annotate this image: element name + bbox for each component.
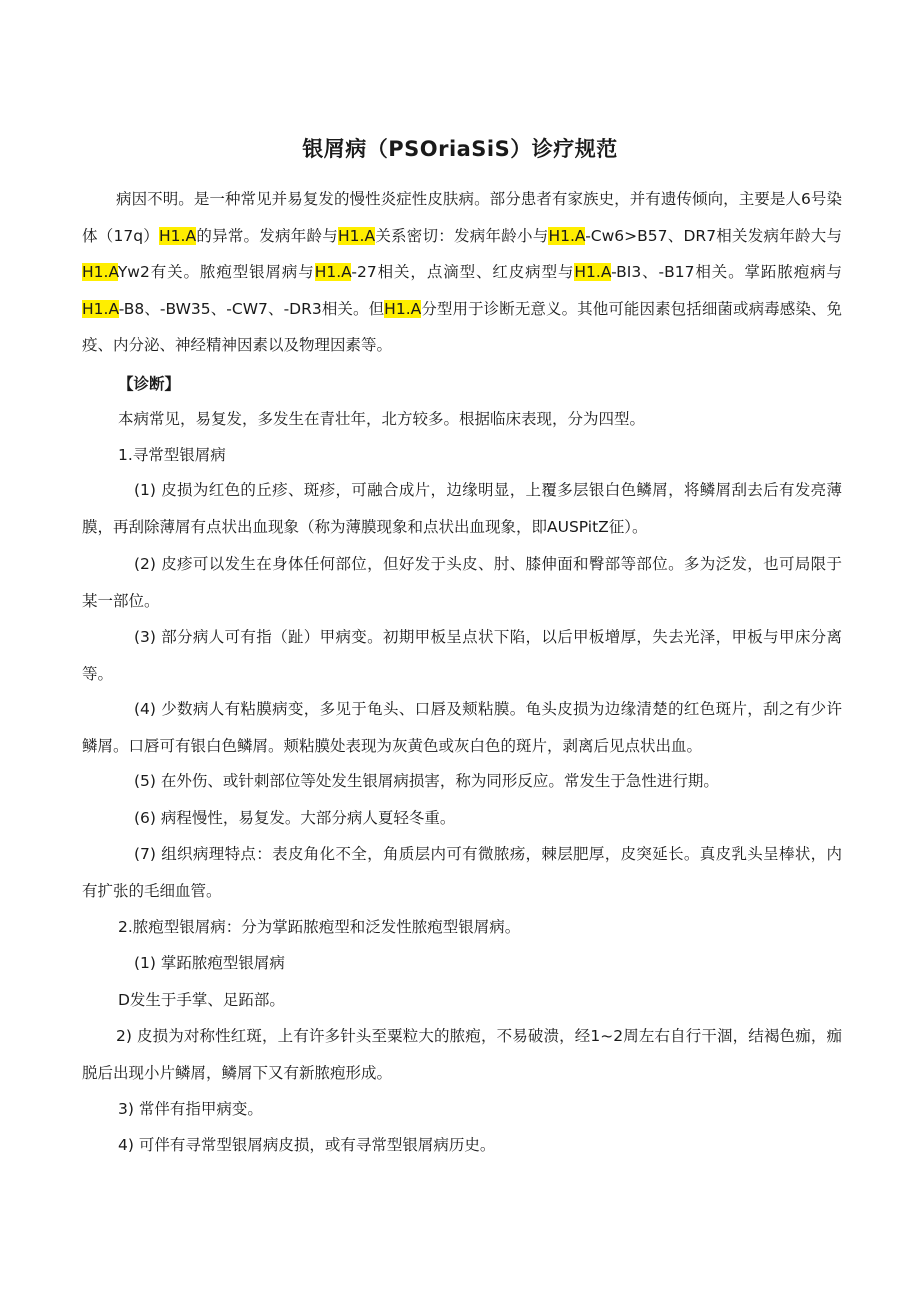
type2-heading: 2.脓疱型银屑病：分为掌跖脓疱型和泛发性脓疱型银屑病。 [118,918,521,936]
hla-highlight: H1.A [384,299,422,318]
type1-item: (2) 皮疹可以发生在身体任何部位，但好发于头皮、肘、膝伸面和臀部等部位。多为泛发，也可局限于某一部位。 [82,555,842,610]
hla-highlight: H1.A [314,263,352,281]
page-title: 银屑病（PSOriaSiS）诊疗规范 [302,137,618,161]
intro-text: -BI3、-B17相关。掌跖脓疱病与 [611,263,842,281]
hla-highlight: H1.A [82,299,119,318]
intro-text: 病因不明。是一种常见并易复发的慢性炎症性皮肤病。部分患者有家族史，并有遗传倾向，主要是人6号染体（17q） [82,190,842,245]
hla-highlight: H1.A [338,226,376,245]
type2-item: 2) 皮损为对称性红斑，上有许多针头至粟粒大的脓疱，不易破溃，经1~2周左右自行干涸，结褐色痂，痂脱后出现小片鳞屑，鳞屑下又有新脓疱形成。 [82,1027,842,1082]
type1-item: (3) 部分病人可有指（趾）甲病变。初期甲板呈点状下陷，以后甲板增厚，失去光泽，甲板与甲床分离等。 [82,628,842,683]
type1-item: (1) 皮损为红色的丘疹、斑疹，可融合成片，边缘明显，上覆多层银白色鳞屑，将鳞屑刮去后有发亮薄膜，再刮除薄屑有点状出血现象（称为薄膜现象和点状出血现象，即AUSPitZ征）。 [82,481,842,536]
intro-text: -B8、-BW35、-CW7、-DR3相关。但 [118,299,385,318]
hla-highlight: H1.A [82,263,118,281]
type1-item: (5) 在外伤、或针刺部位等处发生银屑病损害，称为同形反应。常发生于急性进行期。 [134,772,719,790]
type1-heading: 1.寻常型银屑病 [118,446,226,464]
intro-text: 关系密切：发病年龄小与 [375,226,549,245]
type1-item: (7) 组织病理特点：表皮角化不全，角质层内可有微脓疡，棘层肥厚，皮突延长。真皮乳头呈棒状，内有扩张的毛细血管。 [82,845,842,900]
type2-item: D发生于手掌、足跖部。 [118,991,285,1009]
intro-text: 分型用于诊断无意义。其他可能因素包括细菌或病毒感染、免疫、内分泌、神经精神因素以及物理因素等。 [82,299,842,354]
type2-item: 4) 可伴有寻常型银屑病皮损，或有寻常型银屑病历史。 [118,1136,496,1154]
hla-highlight: H1.A [159,226,197,245]
intro-text: -27相关，点滴型、红皮病型与 [351,263,575,281]
intro-text: Yw2有关。脓疱型银屑病与 [117,263,315,281]
hla-highlight: H1.A [574,263,612,281]
diagnosis-intro: 本病常见，易复发，多发生在青壮年，北方较多。根据临床表现，分为四型。 [118,410,646,428]
intro-text: -Cw6>B57、DR7相关发病年龄大与 [585,226,842,245]
type2-subheading: (1) 掌跖脓疱型银屑病 [134,954,285,972]
type1-item: (4) 少数病人有粘膜病变，多见于龟头、口唇及颊粘膜。龟头皮损为边缘清楚的红色斑片，刮之有少许鳞屑。口唇可有银白色鳞屑。颊粘膜处表现为灰黄色或灰白色的斑片，剥离后见点状出血。 [82,700,842,755]
intro-paragraph [82,181,842,364]
diagnosis-heading: 【诊断】 [118,375,181,393]
type2-item: 3) 常伴有指甲病变。 [118,1100,263,1118]
hla-highlight: H1.A [548,226,586,245]
intro-text: 的异常。发病年龄与 [196,226,339,245]
type1-item: (6) 病程慢性，易复发。大部分病人夏轻冬重。 [134,809,456,827]
